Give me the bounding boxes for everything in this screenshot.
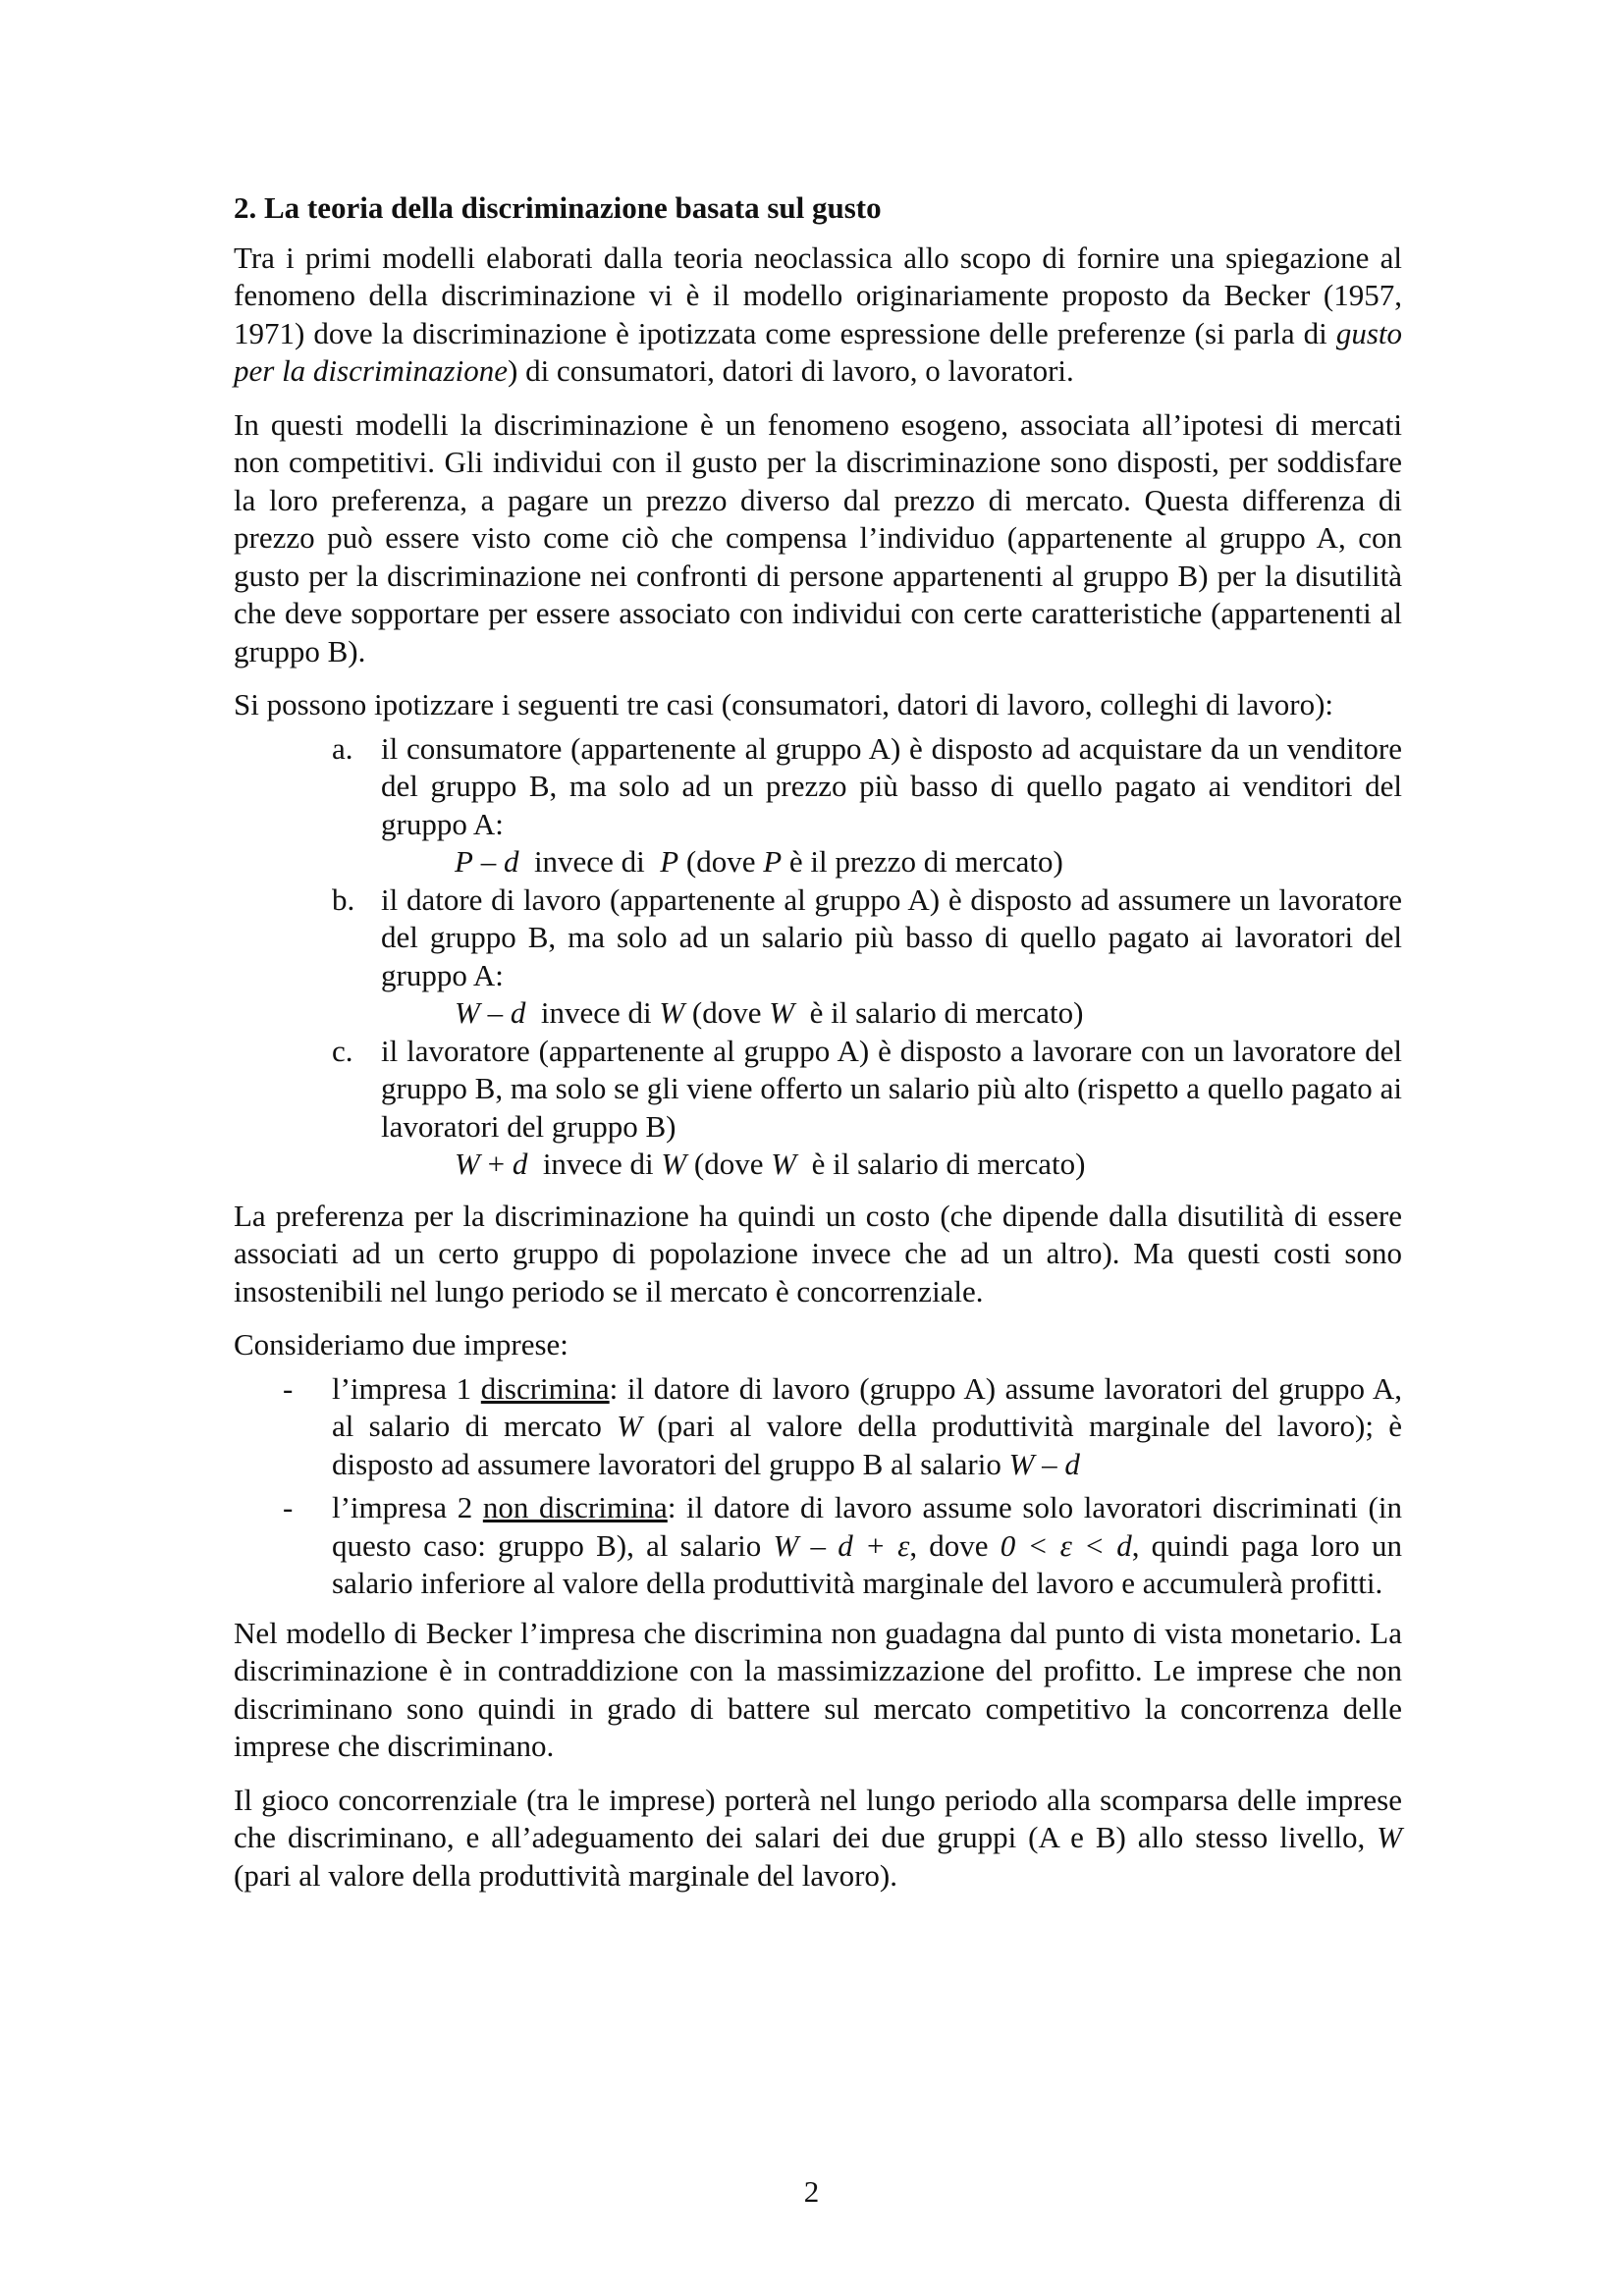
paragraph-preference-cost: La preferenza per la discriminazione ha quindi un costo (che dipende dalla disutilità di essere associati ad un certo gruppo di popolazione invece che ad un altro). Ma questi costi sono insostenibili nel lungo periodo se il mercato è concorrenziale. [234,1198,1402,1308]
formula-var: P [660,844,679,879]
text-run: (pari al valore della produttività marginale del lavoro). [234,1857,898,1893]
formula-text: è il salario di mercato) [794,995,1084,1030]
page-number: 2 [803,2174,820,2209]
paragraph-models: In questi modelli la discriminazione è un fenomeno esogeno, associata all’ipotesi di mercati non competitivi. Gli individui con il gusto per la discriminazione sono disposti, per soddisfare la loro preferenza, a pagare un prezzo diverso dal prezzo di mercato. Questa differenza di prezzo può essere visto come ciò che compensa l’individuo (appartenente al gruppo A, con gusto per la discriminazione nei confronti di persone appartenenti al gruppo B) per la disutilità che deve sopportare per essere associato con individui con certe caratteristiche (appartenenti al gruppo B). [234,406,1402,668]
formula [455,1146,1402,1184]
firm-item-2 [234,1489,1402,1603]
case-item-row [234,881,1402,995]
math-var: W [617,1409,642,1443]
paragraph-cases-intro: Si possono ipotizzare i seguenti tre casi (consumatori, datori di lavoro, colleghi di lavoro): [234,687,1334,721]
formula-op: + [479,1147,513,1181]
formula-text: invece di [527,1147,662,1181]
paragraph-competition [234,1782,1402,1896]
formula-var: d [503,844,519,879]
page-content [234,189,1402,1910]
list-marker: a. [332,730,353,766]
case-item-a [234,730,1402,881]
formula-text: è il salario di mercato) [796,1147,1086,1181]
case-text: il consumatore (appartenente al gruppo A) è disposto ad acquistare da un venditore del gruppo B, ma solo ad un prezzo più basso di quello pagato ai venditori del gruppo A: [381,730,1402,841]
case-text: il lavoratore (appartenente al gruppo A) è disposto a lavorare con un lavoratore del gruppo B, ma solo se gli viene offerto un salario più alto (rispetto a quello pagato ai lavoratori del gruppo B) [381,1033,1402,1144]
case-item-b [234,881,1402,1033]
text-run: Il gioco concorrenziale (tra le imprese) porterà nel lungo periodo alla scomparsa delle imprese che discriminano, e all’adeguamento dei salari dei due gruppi (A e B) allo stesso livello, [234,1782,1402,1854]
formula-text: è il prezzo di mercato) [782,844,1063,879]
formula-text: invece di [525,995,660,1030]
list-marker: - [283,1370,294,1406]
formula-var: d [512,1147,528,1181]
formula-var: W [455,995,480,1030]
list-marker: - [283,1490,294,1524]
text-run: ) di consumatori, datori di lavoro, o lavoratori. [508,353,1074,388]
underlined-text: discrimina [480,1370,610,1406]
text-run: l’impresa 1 [332,1370,481,1406]
formula [455,994,1402,1033]
formula-text: (dove [678,844,764,879]
formula-var: d [510,995,526,1030]
text-run: (pari al valore della produttività marginale del lavoro); è disposto ad assumere lavoratori del gruppo B al salario [332,1409,1402,1481]
list-marker: b. [332,881,355,917]
formula-text: (dove [686,1147,772,1181]
firm-text [332,1489,1402,1603]
firm-text [332,1370,1402,1484]
math-var: W [1377,1820,1402,1854]
formula-var: W [661,1147,687,1181]
formula [455,843,1402,881]
formula-text: invece di [518,844,661,879]
text-run: : il datore di lavoro assume solo lavoratori discriminati (in questo caso: gruppo B), al salario [332,1490,1402,1563]
section-heading: 2. La teoria della discriminazione basata sul gusto [234,190,882,225]
text-run: l’impresa 2 [332,1490,483,1524]
paragraph-intro [234,240,1402,391]
firm-item-1 [234,1370,1402,1484]
text-run: : il datore di lavoro (gruppo A) assume lavoratori del gruppo A, al salario di mercato [332,1370,1402,1443]
underlined-text: non discrimina [482,1490,668,1524]
math-var: 0 < ε < d [1000,1527,1132,1563]
text-run: , quindi paga loro un salario inferiore al valore della produttività marginale del lavoro e accumulerà profitti. [332,1527,1402,1600]
case-item-c [234,1033,1402,1184]
formula-var: P [455,844,473,879]
formula-text: (dove [684,995,770,1030]
text-run: , dove [909,1527,1001,1563]
emphasis-text: gusto per la discriminazione [234,315,1402,388]
firms-list [234,1370,1402,1603]
paragraph-two-firms: Consideriamo due imprese: [234,1327,568,1362]
formula-var: P [763,844,783,879]
paragraph-becker-model: Nel modello di Becker l’impresa che discrimina non guadagna dal punto di vista monetario. La discriminazione è in contraddizione con la massimizzazione del profitto. Le imprese che non discriminano sono quindi in grado di battere sul mercato competitivo la concorrenza delle imprese che discriminano. [234,1615,1402,1763]
case-item-row [234,1033,1402,1147]
formula-var: W [659,995,685,1030]
case-item-row [234,730,1402,844]
case-text: il datore di lavoro (appartenente al gruppo A) è disposto ad assumere un lavoratore del gruppo B, ma solo ad un salario più basso di quello pagato ai lavoratori del gruppo A: [381,881,1402,992]
formula-var: W [455,1147,480,1181]
list-marker: c. [332,1033,353,1068]
cases-list [234,730,1402,1184]
math-var: W – d [1008,1446,1080,1481]
formula-op: – [472,844,504,879]
formula-var: W [769,995,795,1030]
formula-var: W [771,1147,797,1181]
math-var: W – d + ε [773,1527,910,1563]
formula-op: – [479,995,511,1030]
text-run: Tra i primi modelli elaborati dalla teoria neoclassica allo scopo di fornire una spiegazione al fenomeno della discriminazione vi è il modello originariamente proposto da Becker (1957, 1971) dove la discriminazione è ipotizzata come espressione delle preferenze (si parla di [234,240,1402,350]
